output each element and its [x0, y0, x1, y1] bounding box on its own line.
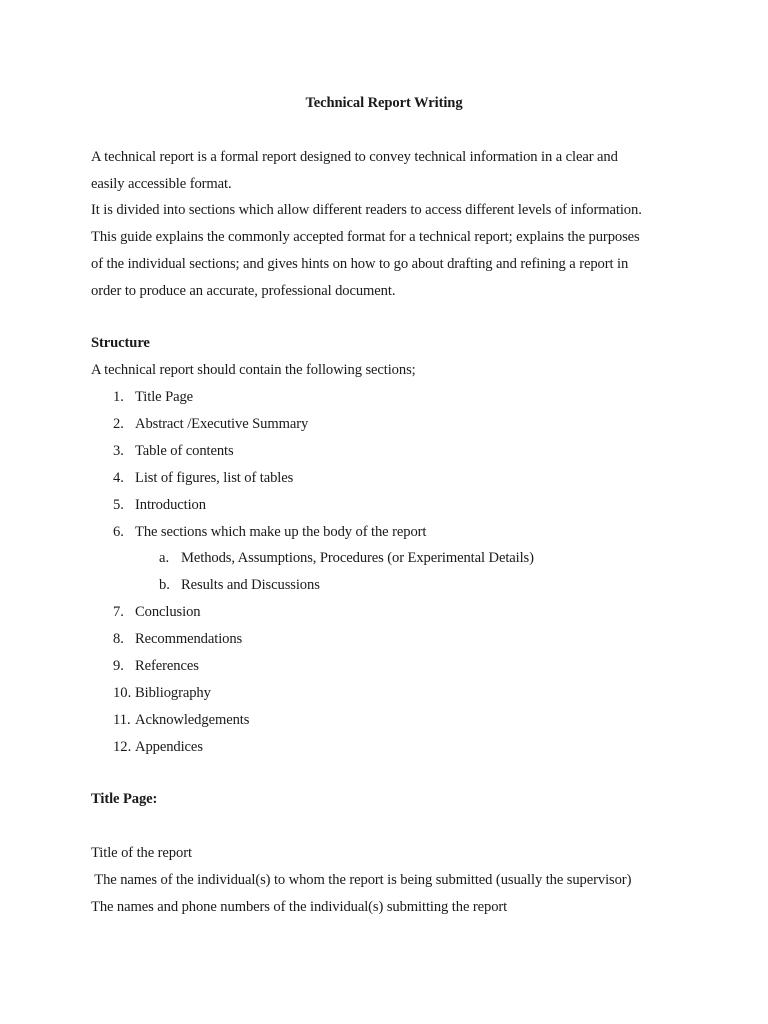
sublist-item-letter: a. — [159, 550, 170, 566]
list-item-number: 4. — [113, 470, 124, 486]
title-page-line: The names and phone numbers of the individual(s) submitting the report — [91, 899, 508, 915]
list-item: Acknowledgements — [135, 712, 250, 728]
document-title: Technical Report Writing — [305, 95, 463, 111]
sublist-item-letter: b. — [159, 577, 170, 593]
list-item-number: 1. — [113, 389, 124, 405]
title-page-line: The names of the individual(s) to whom the report is being submitted (usually the supervisor) — [91, 872, 632, 888]
structure-lead: A technical report should contain the following sections; — [91, 362, 416, 378]
list-item-number: 6. — [113, 524, 124, 540]
list-item-number: 9. — [113, 658, 124, 674]
list-item: The sections which make up the body of the report — [135, 524, 427, 540]
intro-line: of the individual sections; and gives hints on how to go about drafting and refining a report in — [91, 256, 629, 272]
list-item-number: 2. — [113, 416, 124, 432]
list-item-number: 3. — [113, 443, 124, 459]
list-item-number: 12. — [113, 739, 132, 755]
list-item: Introduction — [135, 497, 206, 513]
list-item: Table of contents — [135, 443, 234, 459]
intro-line: A technical report is a formal report designed to convey technical information in a clear and — [91, 149, 618, 165]
list-item: Conclusion — [135, 604, 201, 620]
list-item-number: 7. — [113, 604, 124, 620]
list-item: List of figures, list of tables — [135, 470, 294, 486]
intro-line: order to produce an accurate, professional document. — [91, 283, 396, 299]
intro-line: It is divided into sections which allow different readers to access different levels of information. — [91, 202, 642, 218]
list-item: Recommendations — [135, 631, 243, 647]
list-item: Appendices — [135, 739, 203, 755]
intro-line: easily accessible format. — [91, 176, 232, 192]
list-item: Bibliography — [135, 685, 211, 701]
list-item-number: 10. — [113, 685, 132, 701]
list-item-number: 5. — [113, 497, 124, 513]
intro-line: This guide explains the commonly accepted format for a technical report; explains the purposes — [91, 229, 640, 245]
list-item: Title Page — [135, 389, 194, 405]
list-item: Abstract /Executive Summary — [135, 416, 309, 432]
list-item-number: 8. — [113, 631, 124, 647]
sublist-item: Results and Discussions — [181, 577, 320, 593]
title-page-line: Title of the report — [91, 845, 192, 861]
structure-heading: Structure — [91, 335, 150, 351]
sublist-item: Methods, Assumptions, Procedures (or Experimental Details) — [181, 550, 534, 566]
list-item-number: 11. — [113, 712, 131, 728]
title-page-heading: Title Page: — [91, 791, 158, 807]
list-item: References — [135, 658, 199, 674]
